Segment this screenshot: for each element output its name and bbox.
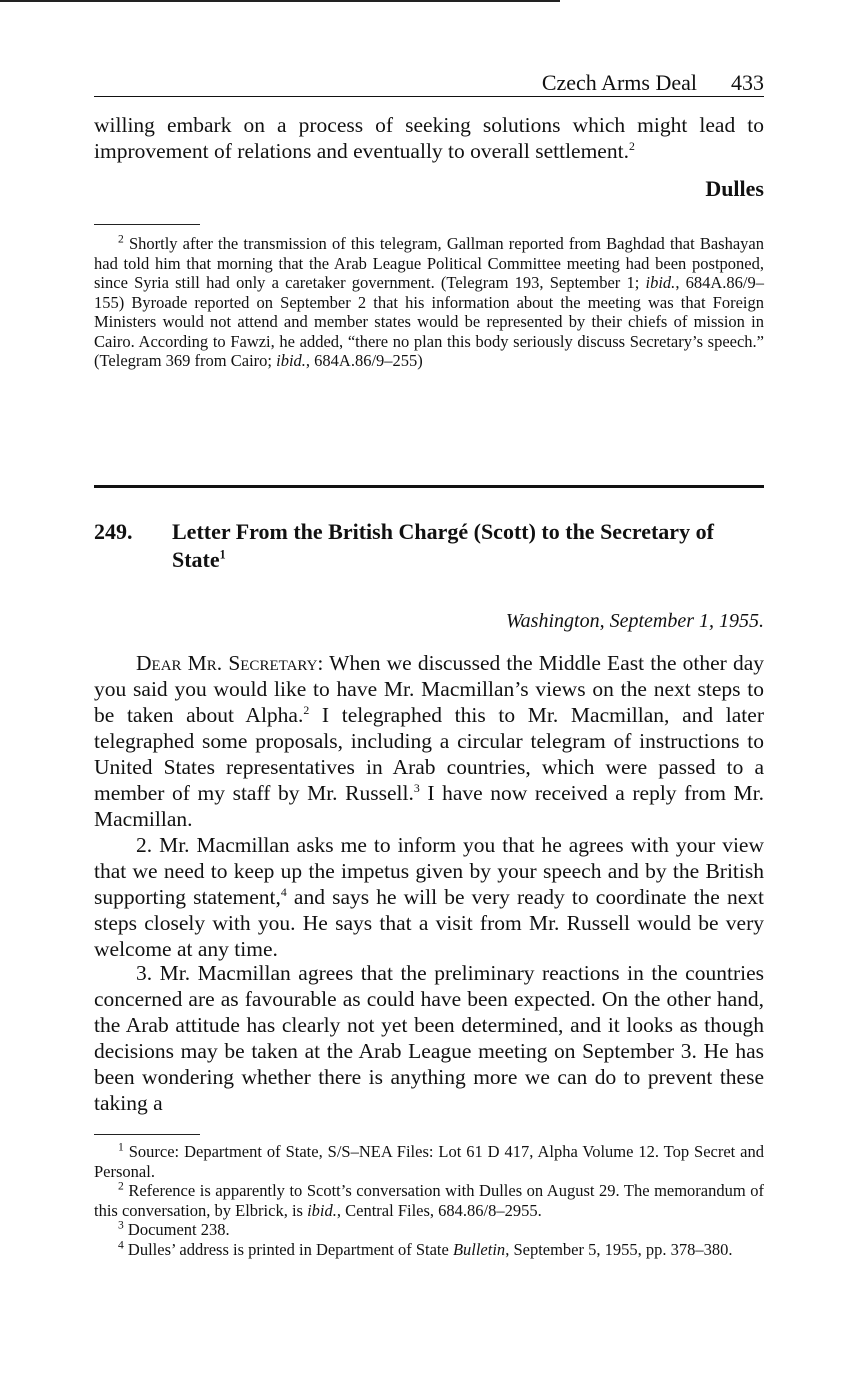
footnote-ref: 2 [628,138,635,153]
running-header [94,70,764,97]
salutation: Dear Mr. Secretary: [136,651,324,675]
footnote-3: $^3$ Document 238. [118,1219,230,1239]
letter-paragraph-1: Dear Mr. Secretary: When we discussed the Middle East the other day you said you would like to have Mr. Macmillan’s views on the next steps to be taken about Alpha.$^2$ I telegraphed this to Mr. Macmillan, and later telegraphed some proposals, including a circular telegram of instructions to United States representatives in Arab countries, which were passed to a member of my staff by Mr. Russell.$^3$ I have now received a reply from Mr. Macmillan. [94,651,764,831]
previous-document-footnote: $^2$ Shortly after the transmission of this telegram, Gallman reported from Baghdad that Bashayan had told him that morning that the Arab League Political Committee meeting had been postponed, since Syria still had only a caretaker government. (Telegram 193, September 1; ibid., 684A.86/9–155) Byroade reported on September 2 that his information about the meeting was that Foreign Ministers would not attend and member states would be represented by their chiefs of mission in Cairo. According to Fawzi, he added, “there no plan this body seriously discuss Secretary’s speech.” (Telegram 369 from Cairo; ibid., 684A.86/9–255) [94,233,765,370]
footnote-2: $^2$ Reference is apparently to Scott’s conversation with Dulles on August 29. The memorandum of this conversation, by Elbrick, is ibid., Central Files, 684.86/8–2955. [94,1180,764,1220]
footnote-ref: 2 [303,702,310,717]
page-number: 433 [731,70,764,95]
footnote-rule [94,224,200,225]
footnote-4: $^4$ Dulles’ address is printed in Department of State Bulletin, September 5, 1955, pp. 378–380. [118,1239,733,1259]
footnote-ref: 4 [280,884,287,899]
footnote-ref: 3 [413,780,420,795]
letter-paragraph-2: 2. Mr. Macmillan asks me to inform you that he agrees with your view that we need to keep up the impetus given by your speech and by the British supporting statement,$^4$ and says he will be very ready to coordinate the next steps closely with you. He says that a visit from Mr. Russell would be very welcome at any time. [94,833,764,961]
footnote-ref: 1 [219,547,226,562]
footnote-marker: 2 [118,233,124,246]
footnote-marker: 3 [118,1219,124,1232]
signature: Dulles [705,176,764,201]
footnote-marker: 4 [118,1239,124,1252]
footnote-rule [94,1134,200,1135]
footnote-marker: 2 [118,1180,124,1193]
footnote-1: $^1$ Source: Department of State, S/S–NEA Files: Lot 61 D 417, Alpha Volume 12. Top Secret and Personal. [94,1141,765,1181]
document-number: 249. [94,519,133,544]
running-header-title: Czech Arms Deal [541,70,697,95]
continued-text: willing embark on a process of seeking solutions which might lead to improvement of relations and eventually to overall settlement.$^2$ [94,113,764,163]
document-title: Letter From the British Chargé (Scott) to the Secretary of State$^1$ [172,519,714,572]
dateline: Washington, September 1, 1955. [505,610,764,632]
document-separator-rule [94,485,764,488]
letter-paragraph-3: 3. Mr. Macmillan agrees that the preliminary reactions in the countries concerned are as favourable as could have been expected. On the other hand, the Arab attitude has clearly not yet been determined, and it looks as though decisions may be taken at the Arab League meeting on September 3. He has been wondering whether there is anything more we can do to prevent these taking a [94,961,764,1115]
top-edge-rule [0,0,560,2]
footnote-marker: 1 [118,1141,124,1154]
